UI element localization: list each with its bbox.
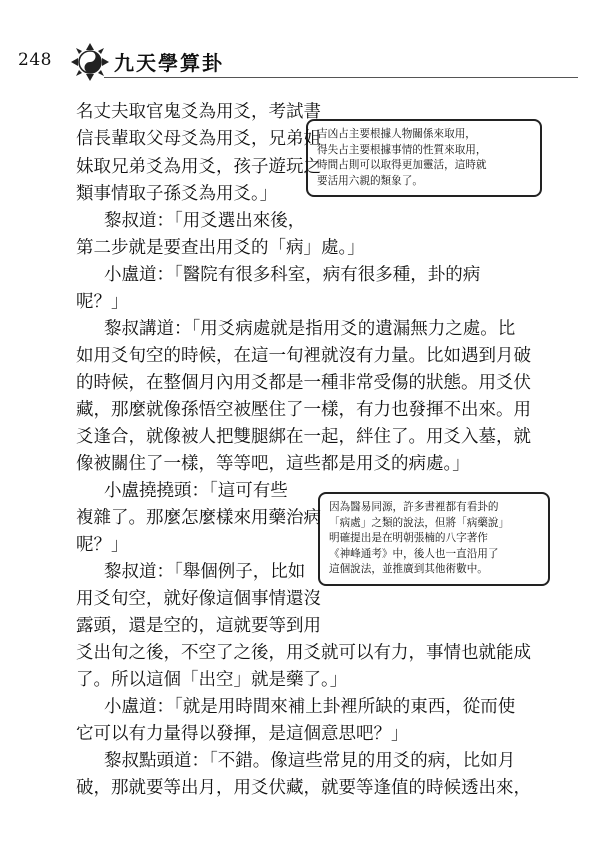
note-line: 得失占主要根據事情的性質來取用， <box>317 143 487 156</box>
note-line: 「病處」之類的說法，但將「病藥說」 <box>329 516 510 529</box>
text-line: 如用爻旬空的時候，在這一旬裡就沒有力量。比如遇到月破 <box>76 346 531 366</box>
text-line: 露頭，還是空的，這就要等到用 <box>76 616 321 636</box>
header-rule <box>104 77 578 78</box>
text-line: 用爻旬空，就好像這個事情還沒 <box>76 589 321 609</box>
note-line: 因為醫易同源，許多書裡都有看卦的 <box>329 501 499 513</box>
note-line: 吉凶占主要根據人物關係來取用， <box>317 128 476 140</box>
sidebar-note <box>306 119 542 197</box>
page-number: 248 <box>18 50 52 70</box>
text-line: 呢？」 <box>76 535 129 555</box>
book-title: 九天學算卦 <box>114 51 224 75</box>
text-line: 呢？」 <box>76 292 129 312</box>
text-line: 妹取兄弟爻為用爻，孩子遊玩之 <box>76 157 321 177</box>
text-line: 黎叔點頭道：「不錯。像這些常見的用爻的病，比如月 <box>104 751 516 771</box>
text-line: 類事情取子孫爻為用爻。」 <box>76 184 278 204</box>
text-line: 信長輩取父母爻為用爻，兄弟姐 <box>76 129 321 149</box>
text-line: 爻逢合，就像被人把雙腿綁在一起，絆住了。用爻入墓，就 <box>76 427 531 447</box>
text-line: 第二步就是要查出用爻的「病」處。」 <box>76 238 365 258</box>
text-line: 了。所以這個「出空」就是藥了。」 <box>76 670 348 690</box>
text-line: 黎叔道：「用爻選出來後， <box>104 211 306 231</box>
text-line: 名丈夫取官鬼爻為用爻，考試書 <box>76 102 321 122</box>
text-line: 藏，那麼就像孫悟空被壓住了一樣，有力也發揮不出來。用 <box>76 400 531 420</box>
text-line: 小盧道：「醫院有很多科室，病有很多種，卦的病 <box>104 265 481 285</box>
text-line: 黎叔講道：「用爻病處就是指用爻的遺漏無力之處。比 <box>104 319 516 339</box>
taiji-yin-yang-icon <box>70 42 110 82</box>
text-line: 複雜了。那麼怎麼樣來用藥治病 <box>76 508 321 528</box>
note-line: 明確提出是在明朝張楠的八字著作 <box>329 532 488 544</box>
note-line: 《神峰通考》中，後人也一直沿用了 <box>329 547 499 560</box>
note-line: 這個說法，並推廣到其他術數中。 <box>329 563 488 575</box>
text-line: 小盧道：「就是用時間來補上卦裡所缺的東西，從而使 <box>104 697 516 717</box>
text-line: 像被關住了一樣，等等吧，這些都是用爻的病處。」 <box>76 454 470 474</box>
text-line: 爻出旬之後，不空了之後，用爻就可以有力，事情也就能成 <box>76 643 531 663</box>
note-line: 要活用六親的類象了。 <box>317 174 423 187</box>
running-header <box>18 42 578 82</box>
text-line: 小盧撓撓頭：「這可有些 <box>104 481 288 501</box>
text-line: 破，那就要等出月，用爻伏藏，就要等逢值的時候透出來， <box>76 778 531 798</box>
note-line: 時間占則可以取得更加靈活，這時就 <box>317 159 487 171</box>
text-line: 黎叔道：「舉個例子，比如 <box>104 562 306 582</box>
sidebar-note <box>318 492 550 586</box>
text-line: 它可以有力量得以發揮，是這個意思吧？」 <box>76 724 409 744</box>
text-line: 的時候，在整個月內用爻都是一種非常受傷的狀態。用爻伏 <box>76 373 531 393</box>
